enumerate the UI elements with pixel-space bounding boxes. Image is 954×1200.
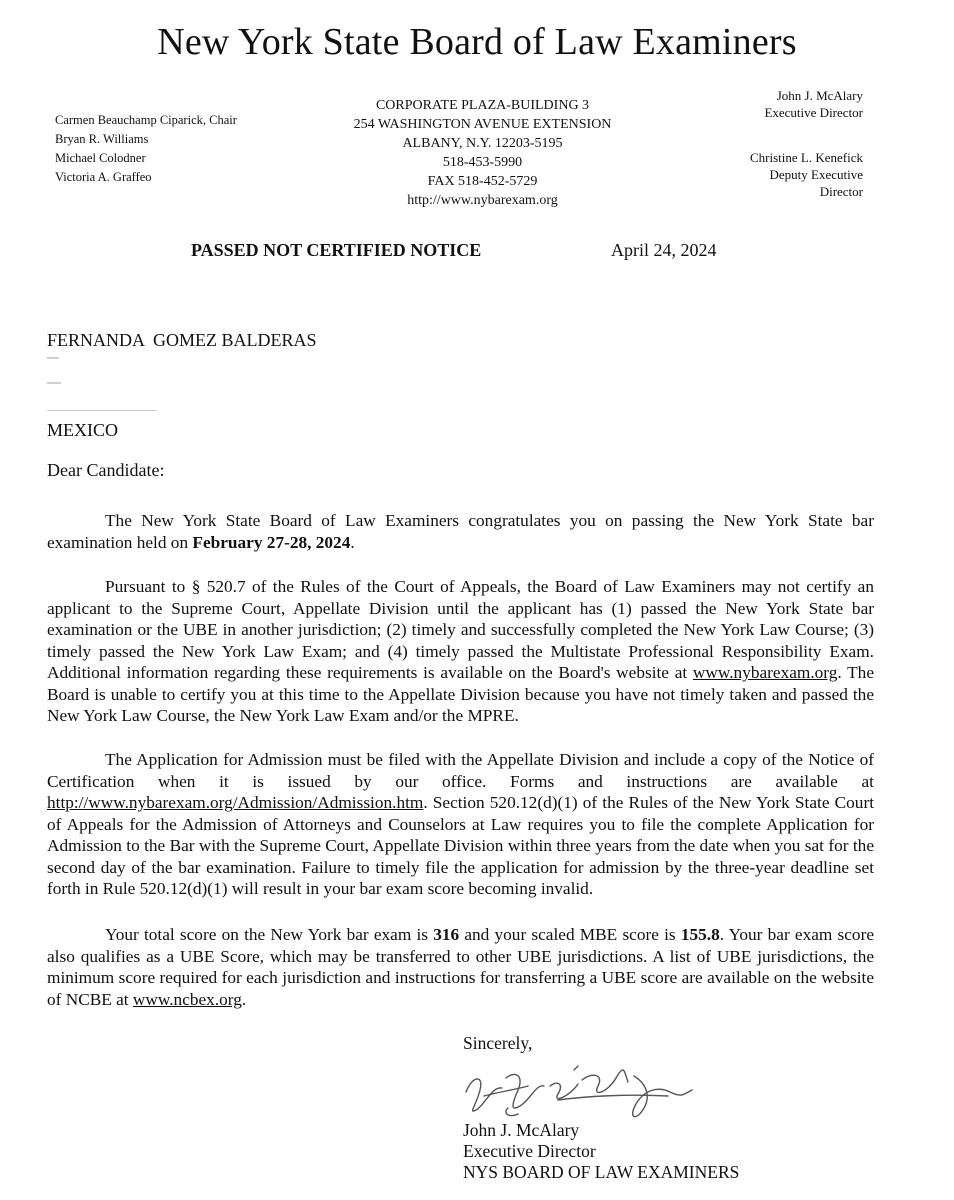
board-member: Michael Colodner (55, 151, 146, 165)
signer-title: Executive Director (463, 1141, 596, 1161)
exec-director-title: Executive Director (764, 105, 863, 120)
exam-dates: February 27-28, 2024 (192, 532, 351, 552)
address-line: 254 WASHINGTON AVENUE EXTENSION (353, 117, 612, 132)
recipient-country: MEXICO (47, 420, 118, 440)
redacted-address-line (47, 410, 157, 411)
fax-number: FAX 518-452-5729 (427, 174, 538, 189)
notice-title: PASSED NOT CERTIFIED NOTICE (191, 240, 482, 260)
deputy-name: Christine L. Kenefick (750, 150, 863, 165)
mbe-score: 155.8 (680, 925, 720, 944)
valediction: Sincerely, (463, 1033, 533, 1053)
admission-application-paragraph: The Application for Admission must be filed with the Appellate Division and include a copy of the Notice of Certification when it is issued by our office. Forms and instructions are available at http://www.nybarexam.org/Admission/Admission.htm. Section 520.12(d)(1) of the Rules of the New York State Court of Appeals for the Admission of Attorneys and Counselors at Law requires you to file the complete Application for Admission to the Bar with the Supreme Court, Appellate Division within three years from the date when you sat for the second day of the bar examination. Failure to timely file the application for admission by the three-year deadline set forth in Rule 520.12(d)(1) will result in your bar exam score becoming invalid. (47, 750, 874, 898)
exec-director-name: John J. McAlary (776, 88, 863, 103)
ncbe-website-link[interactable]: www.ncbex.org (132, 989, 242, 1009)
total-score: 316 (433, 925, 460, 944)
handwritten-signature (458, 1056, 698, 1126)
salutation: Dear Candidate: (47, 460, 165, 480)
congratulations-paragraph: The New York State Board of Law Examiners congratulates you on passing the New York State bar examination held on February 27-28, 2024. (47, 511, 874, 552)
letterhead-title: New York State Board of Law Examiners (157, 21, 797, 63)
redacted-address-line (47, 382, 61, 384)
board-website-link[interactable]: www.nybarexam.org (692, 663, 838, 682)
recipient-name: FERNANDA GOMEZ BALDERAS (47, 330, 317, 350)
board-member: Carmen Beauchamp Ciparick, Chair (55, 113, 237, 127)
board-member: Bryan R. Williams (55, 132, 149, 146)
office-address (300, 96, 665, 210)
signer-block (463, 1120, 739, 1183)
notice-date: April 24, 2024 (611, 240, 717, 260)
signer-organization: NYS BOARD OF LAW EXAMINERS (463, 1162, 740, 1182)
board-member: Victoria A. Graffeo (55, 170, 152, 184)
executive-staff (750, 87, 863, 200)
signer-name: John J. McAlary (463, 1120, 580, 1140)
phone-number: 518-453-5990 (442, 155, 523, 170)
score-paragraph: Your total score on the New York bar exam is 316 and your scaled MBE score is 155.8. Your bar exam score also qualifies as a UBE Score, which may be transferred to other UBE jurisdictions. A list of UBE jurisdictions, the minimum score required for each jurisdiction and instructions for transferring a UBE score are available on the website of NCBE at www.ncbex.org. (47, 925, 874, 1009)
website-url[interactable]: http://www.nybarexam.org (407, 193, 558, 208)
certification-requirements-paragraph: Pursuant to § 520.7 of the Rules of the Court of Appeals, the Board of Law Examiners may not certify an applicant to the Supreme Court, Appellate Division until the applicant has (1) passed the New York State bar examination or the UBE in another jurisdiction; (2) timely and successfully completed the New York Law Course; (3) timely passed the New York Law Exam; and (4) timely passed the Multistate Professional Responsibility Exam. Additional information regarding these requirements is available on the Board's website at www.nybarexam.org. The Board is unable to certify you at this time to the Appellate Division because you have not timely taken and passed the New York Law Course, the New York Law Exam and/or the MPRE. (47, 577, 874, 725)
deputy-title: Director (819, 184, 863, 199)
board-member-list (55, 111, 237, 187)
address-line: ALBANY, N.Y. 12203-5195 (402, 136, 563, 151)
address-line: CORPORATE PLAZA-BUILDING 3 (375, 98, 590, 113)
deputy-title: Deputy Executive (769, 167, 863, 182)
redacted-address-line (47, 357, 59, 359)
admission-forms-link[interactable]: http://www.nybarexam.org/Admission/Admission.htm (47, 793, 424, 812)
